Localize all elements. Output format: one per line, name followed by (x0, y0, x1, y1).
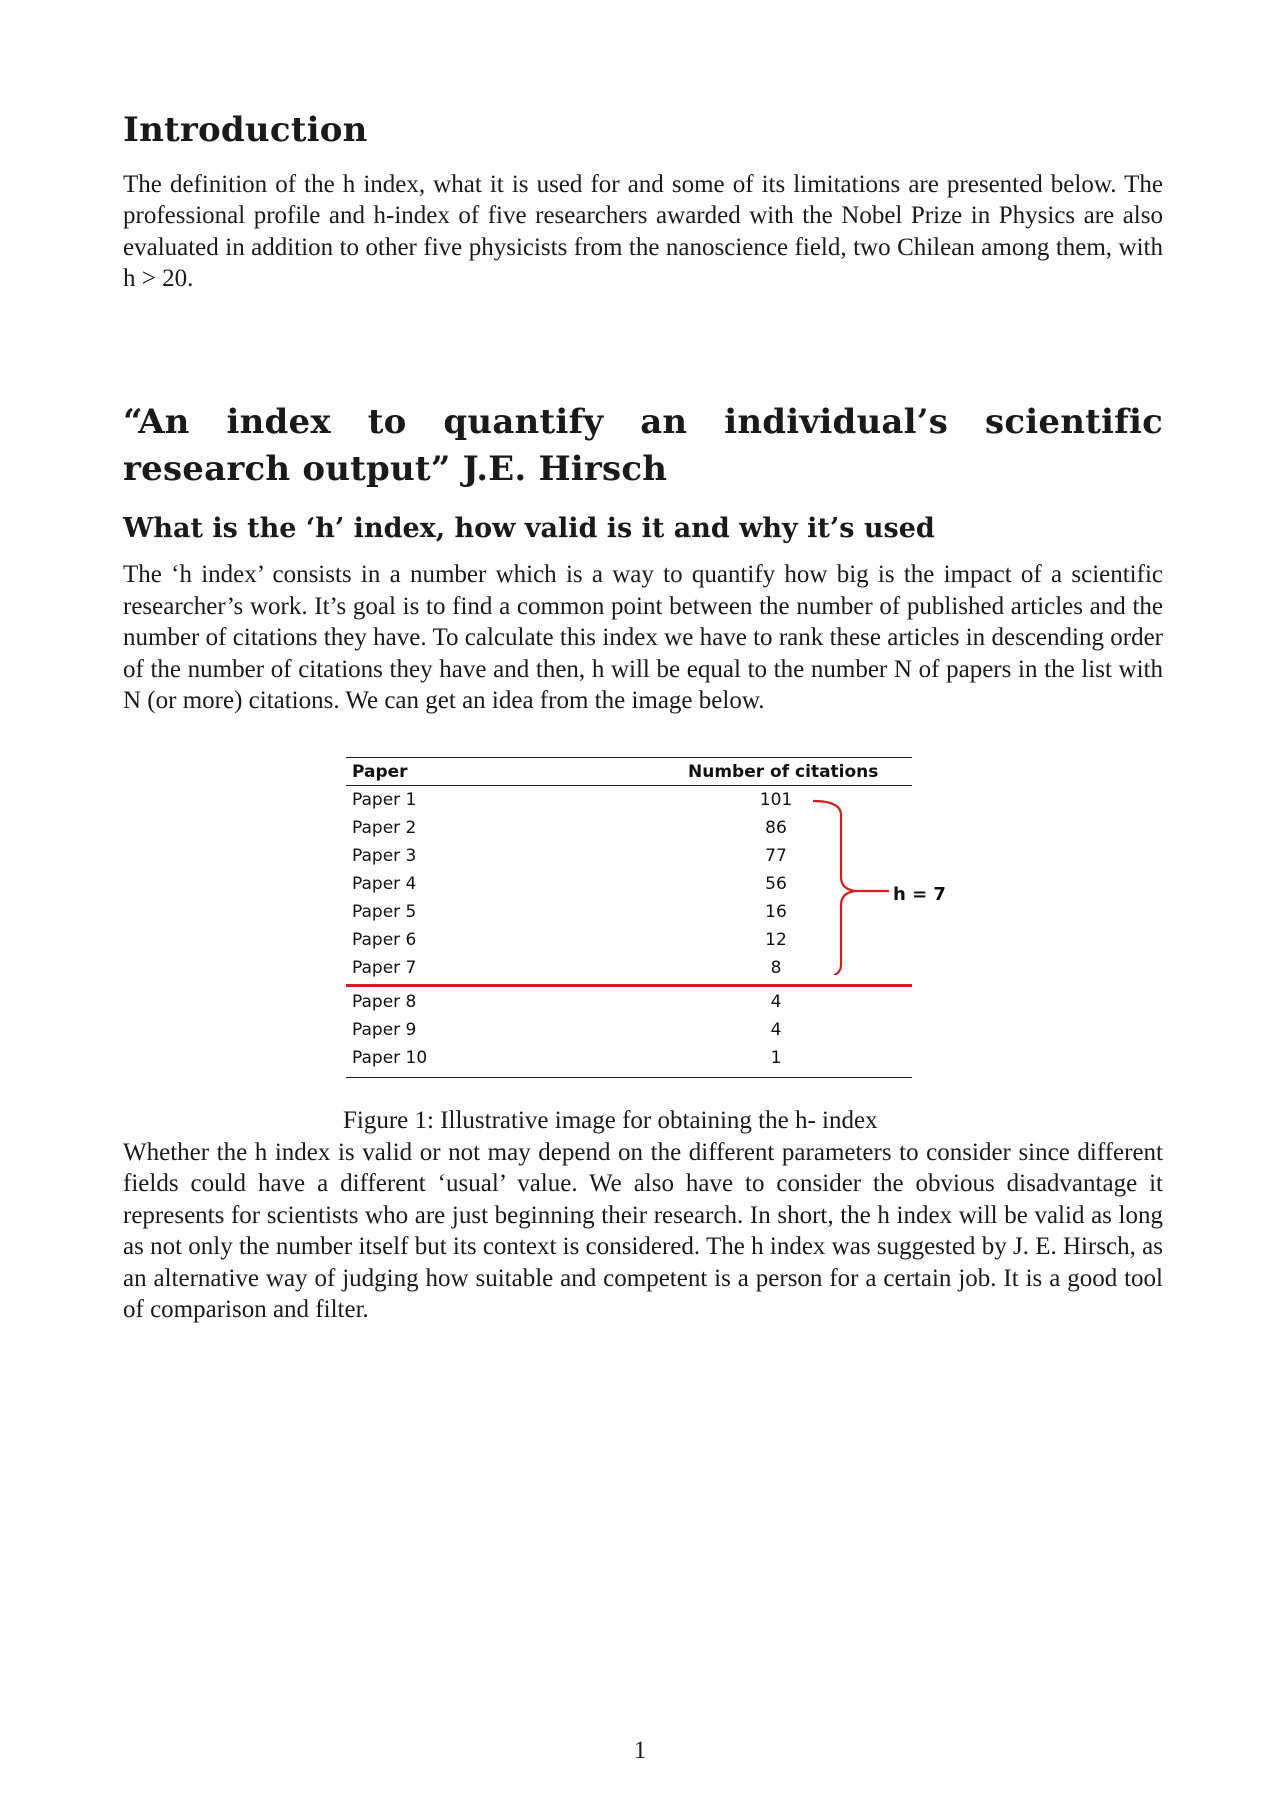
citation-count: 77 (765, 845, 787, 866)
paper-name: Paper 2 (352, 817, 417, 838)
figure-h-index (123, 757, 1163, 1137)
subsection-heading: What is the ‘h’ index, how valid is it and why it’s used (123, 512, 935, 544)
page-content (123, 110, 1163, 1326)
paper-name: Paper 4 (352, 873, 417, 894)
paper-name: Paper 8 (352, 991, 417, 1012)
citation-count: 4 (770, 991, 782, 1012)
page-number: 1 (633, 1737, 647, 1764)
paper-name: Paper 3 (352, 845, 417, 866)
h-value-label: h = 7 (893, 883, 946, 905)
citation-count: 4 (770, 1019, 782, 1040)
paper-name: Paper 5 (352, 901, 417, 922)
table-bottom-rule (346, 1077, 912, 1078)
table-top-rule (346, 757, 912, 758)
table-row (346, 1048, 912, 1072)
citation-count: 8 (770, 957, 782, 978)
citation-count: 12 (765, 929, 787, 950)
intro-paragraph: The definition of the h index, what it is used for and some of its limitations are presented below. The professional profile and h-index of five researchers awarded with the Nobel Prize in Physics are also evaluated in addition to other five physicists from the nanoscience field, two Chilean among them, with h > 20. (123, 170, 1163, 293)
citation-count: 16 (765, 901, 787, 922)
citation-count: 56 (765, 873, 787, 894)
citation-count: 1 (770, 1047, 782, 1068)
table-row (346, 1020, 912, 1044)
table-header-citations: Number of citations (688, 761, 879, 782)
paper-name: Paper 7 (352, 957, 417, 978)
paper-name: Paper 6 (352, 929, 417, 950)
section-heading: “An index to quantify an individual’s scientific research output” J.E. Hirsch (123, 401, 1163, 489)
table-row (346, 992, 912, 1016)
paper-name: Paper 10 (352, 1047, 428, 1068)
paper-name: Paper 9 (352, 1019, 417, 1040)
figure-caption: Figure 1: Illustrative image for obtaining the h- index (343, 1106, 878, 1134)
intro-heading: Introduction (123, 110, 368, 150)
table-header-paper: Paper (352, 761, 408, 782)
citation-count: 86 (765, 817, 787, 838)
section-paragraph-1: The ‘h index’ consists in a number which is a way to quantify how big is the impact of a scientific researcher’s work. It’s goal is to find a common point between the number of published articles and the number of citations they have. To calculate this index we have to rank these articles in descending order of the number of citations they have and then, h will be equal to the number N of papers in the list with N (or more) citations. We can get an idea from the image below. (123, 561, 1163, 715)
paper-name: Paper 1 (352, 789, 417, 810)
table-header-rule (346, 785, 912, 786)
citation-count: 101 (759, 789, 793, 810)
h-threshold-rule (346, 984, 912, 987)
section-paragraph-2: Whether the h index is valid or not may depend on the different parameters to consider since different fields could have a different ‘usual’ value. We also have to consider the obvious disadvantage it represents for scientists who are just beginning their research. In short, the h index will be valid as long as not only the number itself but its context is considered. The h index was suggested by J. E. Hirsch, as an alternative way of judging how suitable and competent is a person for a certain job. It is a good tool of comparison and filter. (123, 1138, 1163, 1324)
